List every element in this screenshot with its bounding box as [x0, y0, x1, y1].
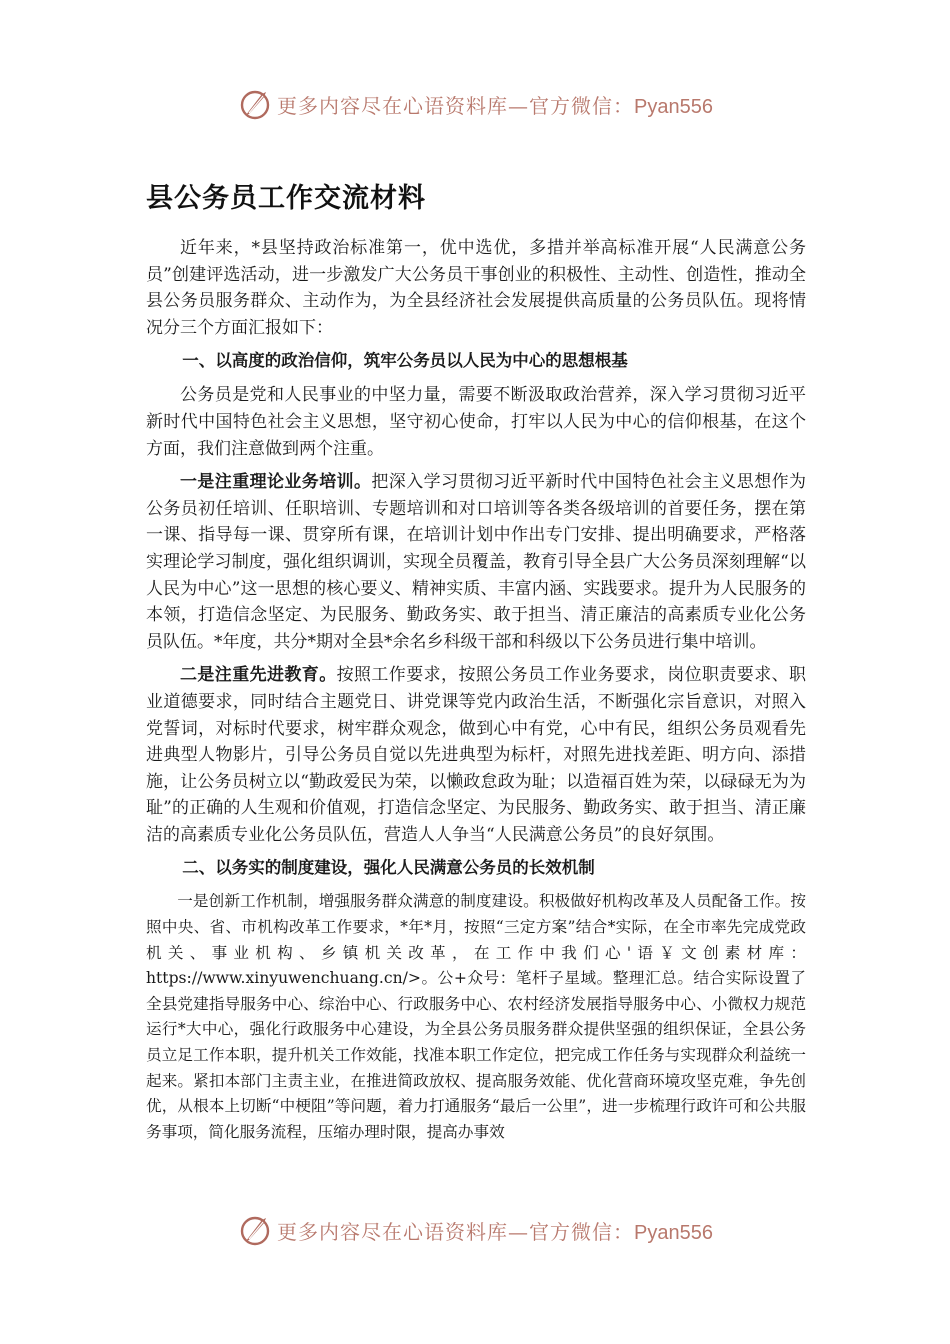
- section-1-heading: 一、以高度的政治信仰，筑牢公务员以人民为中心的思想根基: [182, 351, 628, 371]
- section-2-heading: 二、以务实的制度建设，强化人民满意公务员的长效机制: [182, 858, 595, 878]
- banner-label: [277, 1216, 713, 1245]
- banner-label: [277, 90, 713, 119]
- section-2-paragraph: 一是创新工作机制，增强服务群众满意的制度建设。积极做好机构改革及人员配备工作。按照中央、省、市机构改革工作要求，*年*月，按照“三定方案”结合*实际，在全市率先完成党政机关、事业机构、乡镇机关改革，在工作中我们心'语￥文创素材库：https://www.xinyuwenchuang.cn/>。公+众号：笔杆子星域。整理汇总。结合实际设置了全县党建指导服务中心、综治中心、行政服务中心、农村经济发展指导服务中心、小微权力规范运行*大中心，强化行政服务中心建设，为全县公务员服务群众提供坚强的组织保证，全县公务员立足工作本职，提升机关工作效能，找准本职工作定位，把完成工作任务与实现群众利益统一起来。紧扣本部门主责主业，在推进简政放权、提高服务效能、优化营商环境攻坚克难，争先创优，从根本上切断“中梗阻”等问题，着力打通服务“最后一公里”，进一步梳理行政许可和公共服务事项，简化服务流程，压缩办理时限，提高办事效: [146, 892, 806, 1141]
- point-2-lead: 二是注重先进教育。: [180, 665, 337, 686]
- document-title: 县公务员工作交流材料: [146, 183, 426, 214]
- quill-logo-icon: [237, 86, 273, 122]
- banner-text: 更多内容尽在心语资料库—官方微信：: [277, 1219, 635, 1244]
- point-2-paragraph: [146, 662, 806, 848]
- point-1-text: 把深入学习贯彻习近平新时代中国特色社会主义思想作为公务员初任培训、任职培训、专题培训和对口培训等各类各级培训的首要任务，摆在第一课、指导每一课、贯穿所有课，在培训计划中作出专门安排、提出明确要求，严格落实理论学习制度，强化组织调训，实现全员覆盖，教育引导全县广大公务员深刻理解“以人民为中心”这一思想的核心要义、精神实质、丰富内涵、实践要求。提升为人民服务的本领，打造信念坚定、为民服务、勤政务实、敢于担当、清正廉洁的高素质专业化公务员队伍。*年度，共分*期对全县*余名乡科级干部和科级以下公务员进行集中培训。: [146, 472, 807, 652]
- section-1-paragraph: 公务员是党和人民事业的中坚力量，需要不断汲取政治营养，深入学习贯彻习近平新时代中国特色社会主义思想，坚守初心使命，打牢以人民为中心的信仰根基，在这个方面，我们注意做到两个注重。: [146, 385, 806, 459]
- header-watermark: [0, 82, 950, 126]
- footer-watermark: [0, 1208, 950, 1252]
- document-body: [146, 176, 806, 1152]
- banner-wechat-id: Pyan556: [634, 1221, 713, 1244]
- quill-logo-icon: [237, 1212, 273, 1248]
- intro-paragraph: 近年来，*县坚持政治标准第一，优中选优，多措并举高标准开展“人民满意公务员”创建评选活动，进一步激发广大公务员干事创业的积极性、主动性、创造性，推动全县公务员服务群众、主动作为，为全县经济社会发展提供高质量的公务员队伍。现将情况分三个方面汇报如下：: [146, 238, 806, 338]
- point-1-paragraph: [146, 469, 806, 655]
- point-2-text: 按照工作要求，按照公务员工作业务要求，岗位职责要求、职业道德要求，同时结合主题党日、讲党课等党内政治生活，不断强化宗旨意识，对照入党誓词，对标时代要求，树牢群众观念，做到心中有党，心中有民，组织公务员观看先进典型人物影片，引导公务员自觉以先进典型为标杆，对照先进找差距、明方向、添措施，让公务员树立以“勤政爱民为荣，以懒政怠政为耻；以造福百姓为荣，以碌碌无为为耻”的正确的人生观和价值观，打造信念坚定、为民服务、勤政务实、敢于担当、清正廉洁的高素质专业化公务员队伍，营造人人争当“人民满意公务员”的良好氛围。: [146, 665, 807, 845]
- banner-text: 更多内容尽在心语资料库—官方微信：: [277, 93, 635, 118]
- banner-wechat-id: Pyan556: [634, 95, 713, 118]
- point-1-lead: 一是注重理论业务培训。: [180, 472, 372, 493]
